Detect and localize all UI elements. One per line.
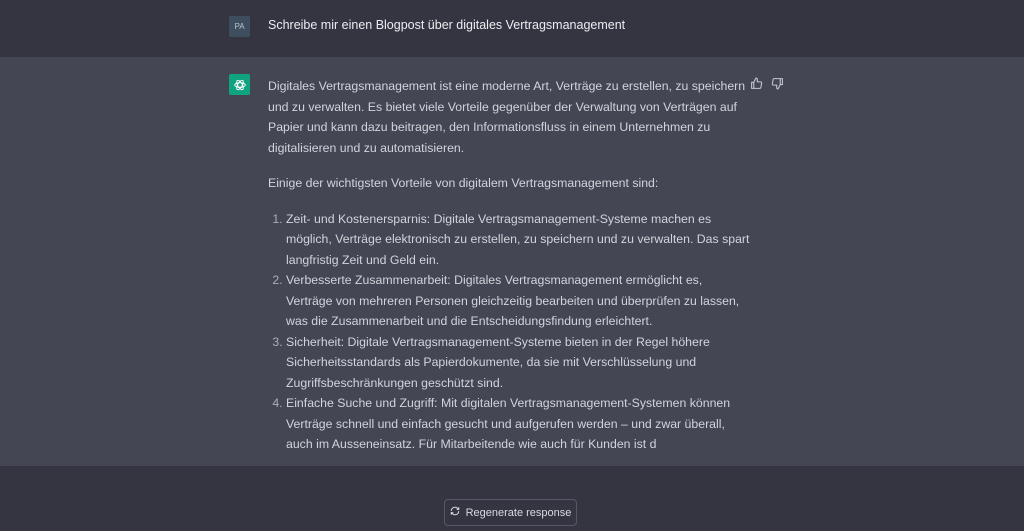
assistant-message-row: [0, 57, 1024, 466]
assistant-message-text: [268, 76, 750, 455]
benefits-list: [268, 209, 750, 455]
thumbs-down-icon[interactable]: [771, 77, 784, 90]
refresh-icon: [450, 506, 460, 519]
paragraph: Einige der wichtigsten Vorteile von digitalem Vertragsmanagement sind:: [268, 176, 659, 190]
feedback-buttons: [750, 77, 784, 90]
user-avatar: PA: [229, 16, 250, 37]
thumbs-up-icon[interactable]: [750, 77, 763, 90]
user-message-row: [0, 0, 1024, 58]
list-item: 1. Zeit- und Kostenersparnis: Digitale Vertragsmanagement-Systeme machen es möglich, Verträge elektronisch zu erstellen, zu speichern und zu verwalten. Das spart langfristig Zeit und Geld ein.: [286, 209, 750, 271]
openai-logo-icon: [229, 74, 250, 95]
list-item: 3. Sicherheit: Digitale Vertragsmanagement-Systeme bieten in der Regel höhere Sicherheitsstandards als Papierdokumente, da sie mit Verschlüsselung und Zugriffsbeschränkungen geschützt sind.: [286, 332, 750, 394]
list-item: 2. Verbesserte Zusammenarbeit: Digitales Vertragsmanagement ermöglicht es, Verträge von mehreren Personen gleichzeitig bearbeiten und überprüfen zu lassen, was die Zusammenarbeit und die Entscheidungsfindung erleichtert.: [286, 270, 750, 332]
list-item: 4. Einfache Suche und Zugriff: Mit digitalen Vertragsmanagement-Systemen können Verträge schnell und einfach gesucht und aufgerufen werden – und zwar überall, auch im Ausseneinsatz. Für Mitarbeitende wie auch für Kunden ist d: [286, 393, 750, 455]
regenerate-label: Regenerate response: [465, 506, 572, 519]
paragraph: Digitales Vertragsmanagement ist eine moderne Art, Verträge zu erstellen, zu speichern und zu verwalten. Es bietet viele Vorteile gegenüber der Verwaltung von Verträgen auf Papier und kann dazu beitragen, den Informationsfluss in einem Unternehmen zu digitalisieren und zu automatisieren.: [268, 79, 746, 155]
user-message-text: Schreibe mir einen Blogpost über digitales Vertragsmanagement: [268, 18, 626, 32]
regenerate-response-button[interactable]: [444, 499, 577, 526]
